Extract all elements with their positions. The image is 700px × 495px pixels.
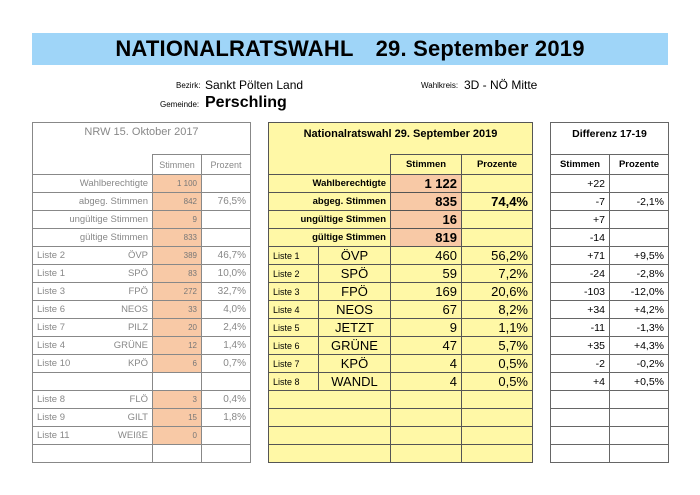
- percent-cell: 1,4%: [202, 337, 251, 355]
- table-row: [33, 445, 251, 463]
- empty-cell: [269, 391, 391, 409]
- party-label: [37, 340, 148, 351]
- row-label: ungültige Stimmen: [269, 211, 391, 229]
- party-label: [37, 286, 148, 297]
- col-header-stimmen: Stimmen: [391, 155, 462, 175]
- table-row: [269, 391, 533, 409]
- party-label: [37, 322, 148, 333]
- percent-cell: [202, 229, 251, 247]
- votes-cell: 1 100: [153, 175, 202, 193]
- party-label-cell: [33, 373, 153, 391]
- table-row: [33, 355, 251, 373]
- liste-number: Liste 4: [37, 340, 65, 351]
- party-label-cell: [33, 301, 153, 319]
- party-name: PILZ: [127, 322, 148, 333]
- table-row: [33, 301, 251, 319]
- percent-cell: 20,6%: [462, 283, 533, 301]
- percent-cell: 76,5%: [202, 193, 251, 211]
- percent-cell: 5,7%: [462, 337, 533, 355]
- empty-cell: [462, 409, 533, 427]
- row-label: gültige Stimmen: [269, 229, 391, 247]
- party-name: WEIßE: [117, 430, 148, 441]
- votes-cell: 9: [153, 211, 202, 229]
- party-label-cell: [33, 265, 153, 283]
- party-label: [37, 304, 148, 315]
- liste-number: Liste 6: [269, 337, 319, 355]
- table-row: [33, 211, 251, 229]
- liste-number: Liste 9: [37, 412, 65, 423]
- votes-diff-cell: +35: [551, 337, 610, 355]
- percent-diff-cell: -2,8%: [610, 265, 669, 283]
- col-header-prozente: Prozente: [610, 155, 669, 175]
- votes-cell: 169: [391, 283, 462, 301]
- votes-cell: 3: [153, 391, 202, 409]
- empty-cell: [202, 445, 251, 463]
- table-title: Nationalratswahl 29. September 2019: [269, 123, 533, 155]
- votes-cell: 15: [153, 409, 202, 427]
- table-row: [33, 193, 251, 211]
- empty-cell: [153, 445, 202, 463]
- party-name: FPÖ: [319, 283, 391, 301]
- percent-cell: [202, 175, 251, 193]
- percent-cell: [202, 373, 251, 391]
- percent-cell: 32,7%: [202, 283, 251, 301]
- party-label: [37, 250, 148, 261]
- party-name: GRÜNE: [113, 340, 148, 351]
- table-row: [269, 247, 533, 265]
- bezirk-value: Sankt Pölten Land: [205, 78, 304, 92]
- liste-number: Liste 7: [37, 322, 65, 333]
- table-row: [551, 175, 669, 193]
- table-row: [551, 445, 669, 463]
- table-row: [33, 337, 251, 355]
- party-label-cell: [33, 283, 153, 301]
- votes-diff-cell: +22: [551, 175, 610, 193]
- row-label: abgeg. Stimmen: [269, 193, 391, 211]
- percent-diff-cell: [610, 211, 669, 229]
- table-row: [551, 427, 669, 445]
- party-label-cell: [33, 337, 153, 355]
- table-row: [269, 193, 533, 211]
- party-name: FLÖ: [129, 394, 148, 405]
- percent-cell: 4,0%: [202, 301, 251, 319]
- table-row: [269, 265, 533, 283]
- row-label: Wahlberechtigte: [269, 175, 391, 193]
- results-2017-table: [32, 122, 251, 463]
- party-label-cell: [33, 319, 153, 337]
- table-row: [33, 373, 251, 391]
- gemeinde-label: Gemeinde:: [160, 100, 200, 109]
- party-label-cell: [33, 355, 153, 373]
- table-row: [551, 391, 669, 409]
- votes-cell: 833: [153, 229, 202, 247]
- empty-cell: [462, 445, 533, 463]
- votes-cell: 389: [153, 247, 202, 265]
- votes-cell: 835: [391, 193, 462, 211]
- votes-diff-cell: -7: [551, 193, 610, 211]
- party-name: SPÖ: [127, 268, 148, 279]
- percent-cell: 10,0%: [202, 265, 251, 283]
- col-header-prozent: Prozent: [202, 155, 251, 175]
- table-row: [551, 283, 669, 301]
- table-row: [551, 229, 669, 247]
- gemeinde-value: Perschling: [205, 94, 287, 111]
- liste-number: Liste 6: [37, 304, 65, 315]
- liste-number: Liste 3: [37, 286, 65, 297]
- party-label: [37, 394, 148, 405]
- table-row: [551, 301, 669, 319]
- table-row: [551, 193, 669, 211]
- table-row: [33, 229, 251, 247]
- party-name: NEOS: [319, 301, 391, 319]
- votes-cell: 9: [391, 319, 462, 337]
- liste-number: Liste 8: [269, 373, 319, 391]
- table-row: [269, 229, 533, 247]
- empty-cell: [269, 409, 391, 427]
- table-row: [33, 427, 251, 445]
- votes-diff-cell: +34: [551, 301, 610, 319]
- liste-number: Liste 2: [269, 265, 319, 283]
- table-row: [269, 211, 533, 229]
- percent-cell: [462, 211, 533, 229]
- table-row: [269, 427, 533, 445]
- votes-cell: 460: [391, 247, 462, 265]
- table-row: [33, 409, 251, 427]
- percent-diff-cell: [610, 229, 669, 247]
- votes-cell: [153, 373, 202, 391]
- party-name: ÖVP: [127, 250, 148, 261]
- percent-diff-cell: -2,1%: [610, 193, 669, 211]
- votes-cell: 819: [391, 229, 462, 247]
- liste-number: Liste 10: [37, 358, 71, 369]
- empty-cell: [391, 391, 462, 409]
- row-label: abgeg. Stimmen: [33, 193, 153, 211]
- title-text: NATIONALRATSWAHL: [115, 36, 354, 61]
- votes-diff-cell: +4: [551, 373, 610, 391]
- row-label: Wahlberechtigte: [33, 175, 153, 193]
- votes-cell: 4: [391, 373, 462, 391]
- party-name: GILT: [127, 412, 148, 423]
- table-row: [33, 283, 251, 301]
- liste-number: Liste 4: [269, 301, 319, 319]
- liste-number: Liste 3: [269, 283, 319, 301]
- table-row: [269, 283, 533, 301]
- percent-cell: 7,2%: [462, 265, 533, 283]
- party-name: WANDL: [319, 373, 391, 391]
- wahlkreis-value: 3D - NÖ Mitte: [464, 78, 538, 92]
- percent-cell: 8,2%: [462, 301, 533, 319]
- percent-diff-cell: +4,2%: [610, 301, 669, 319]
- table-row: [269, 175, 533, 193]
- party-name: GRÜNE: [319, 337, 391, 355]
- empty-cell: [610, 427, 669, 445]
- votes-diff-cell: -11: [551, 319, 610, 337]
- votes-diff-cell: +7: [551, 211, 610, 229]
- votes-cell: 6: [153, 355, 202, 373]
- difference-table: [550, 122, 669, 463]
- table-row: [551, 409, 669, 427]
- empty-cell: [269, 445, 391, 463]
- votes-diff-cell: -103: [551, 283, 610, 301]
- percent-diff-cell: [610, 175, 669, 193]
- percent-cell: 46,7%: [202, 247, 251, 265]
- results-2019-table: [268, 122, 533, 463]
- votes-diff-cell: +71: [551, 247, 610, 265]
- table-row: [269, 355, 533, 373]
- table-row: [551, 319, 669, 337]
- percent-diff-cell: +4,3%: [610, 337, 669, 355]
- percent-cell: 0,4%: [202, 391, 251, 409]
- col-header-stimmen: Stimmen: [551, 155, 610, 175]
- table-title: Differenz 17-19: [551, 123, 669, 155]
- table-row: [269, 301, 533, 319]
- table-row: [33, 247, 251, 265]
- liste-number: Liste 11: [37, 430, 70, 441]
- empty-cell: [610, 409, 669, 427]
- percent-cell: 0,5%: [462, 373, 533, 391]
- empty-cell: [269, 427, 391, 445]
- col-header-stimmen: Stimmen: [153, 155, 202, 175]
- wahlkreis-label: Wahlkreis:: [421, 81, 459, 90]
- votes-cell: 272: [153, 283, 202, 301]
- votes-cell: 16: [391, 211, 462, 229]
- empty-cell: [551, 409, 610, 427]
- party-name: JETZT: [319, 319, 391, 337]
- votes-diff-cell: -2: [551, 355, 610, 373]
- percent-cell: [202, 211, 251, 229]
- header-blank: [269, 155, 391, 175]
- percent-cell: 74,4%: [462, 193, 533, 211]
- table-title: NRW 15. Oktober 2017: [33, 123, 251, 155]
- liste-number: Liste 1: [37, 268, 65, 279]
- party-name: FPÖ: [128, 286, 148, 297]
- empty-cell: [33, 445, 153, 463]
- empty-cell: [551, 391, 610, 409]
- empty-cell: [391, 445, 462, 463]
- party-name: KPÖ: [319, 355, 391, 373]
- table-row: [551, 337, 669, 355]
- empty-cell: [391, 409, 462, 427]
- percent-diff-cell: +0,5%: [610, 373, 669, 391]
- empty-cell: [610, 445, 669, 463]
- party-name: SPÖ: [319, 265, 391, 283]
- party-label-cell: [33, 247, 153, 265]
- votes-cell: 4: [391, 355, 462, 373]
- bezirk-label: Bezirk:: [176, 81, 201, 90]
- votes-cell: 67: [391, 301, 462, 319]
- table-row: [33, 319, 251, 337]
- table-row: [551, 247, 669, 265]
- party-label-cell: [33, 427, 153, 445]
- table-row: [269, 319, 533, 337]
- votes-cell: 842: [153, 193, 202, 211]
- page-title: [32, 33, 668, 65]
- table-row: [269, 373, 533, 391]
- votes-cell: 33: [153, 301, 202, 319]
- party-label: [37, 268, 148, 279]
- party-label: [37, 358, 148, 369]
- percent-cell: 0,7%: [202, 355, 251, 373]
- table-row: [269, 445, 533, 463]
- col-header-prozente: Prozente: [462, 155, 533, 175]
- votes-cell: 47: [391, 337, 462, 355]
- votes-cell: 12: [153, 337, 202, 355]
- percent-diff-cell: +9,5%: [610, 247, 669, 265]
- table-row: [269, 337, 533, 355]
- party-label: [37, 412, 148, 423]
- party-name: KPÖ: [127, 358, 148, 369]
- percent-cell: 1,8%: [202, 409, 251, 427]
- percent-cell: 2,4%: [202, 319, 251, 337]
- empty-cell: [462, 427, 533, 445]
- empty-cell: [391, 427, 462, 445]
- row-label: gültige Stimmen: [33, 229, 153, 247]
- percent-diff-cell: -0,2%: [610, 355, 669, 373]
- empty-cell: [462, 391, 533, 409]
- party-label-cell: [33, 409, 153, 427]
- party-name: NEOS: [121, 304, 148, 315]
- title-date: 29. September 2019: [375, 36, 585, 61]
- votes-cell: 59: [391, 265, 462, 283]
- table-row: [551, 355, 669, 373]
- table-row: [269, 409, 533, 427]
- table-row: [33, 265, 251, 283]
- header-blank: [33, 155, 153, 175]
- empty-cell: [551, 427, 610, 445]
- percent-cell: [462, 229, 533, 247]
- liste-number: Liste 1: [269, 247, 319, 265]
- percent-diff-cell: -12,0%: [610, 283, 669, 301]
- votes-cell: 20: [153, 319, 202, 337]
- percent-cell: 56,2%: [462, 247, 533, 265]
- percent-cell: 1,1%: [462, 319, 533, 337]
- votes-diff-cell: -24: [551, 265, 610, 283]
- votes-cell: 83: [153, 265, 202, 283]
- row-label: ungültige Stimmen: [33, 211, 153, 229]
- table-row: [551, 373, 669, 391]
- table-row: [551, 265, 669, 283]
- empty-cell: [551, 445, 610, 463]
- percent-cell: [462, 175, 533, 193]
- table-row: [551, 211, 669, 229]
- table-row: [33, 391, 251, 409]
- table-row: [33, 175, 251, 193]
- liste-number: Liste 5: [269, 319, 319, 337]
- votes-cell: 1 122: [391, 175, 462, 193]
- party-label-cell: [33, 391, 153, 409]
- votes-diff-cell: -14: [551, 229, 610, 247]
- percent-cell: 0,5%: [462, 355, 533, 373]
- party-name: ÖVP: [319, 247, 391, 265]
- liste-number: Liste 2: [37, 250, 65, 261]
- votes-cell: 0: [153, 427, 202, 445]
- percent-diff-cell: -1,3%: [610, 319, 669, 337]
- party-label: [37, 430, 148, 441]
- percent-cell: [202, 427, 251, 445]
- liste-number: Liste 7: [269, 355, 319, 373]
- empty-cell: [610, 391, 669, 409]
- liste-number: Liste 8: [37, 394, 65, 405]
